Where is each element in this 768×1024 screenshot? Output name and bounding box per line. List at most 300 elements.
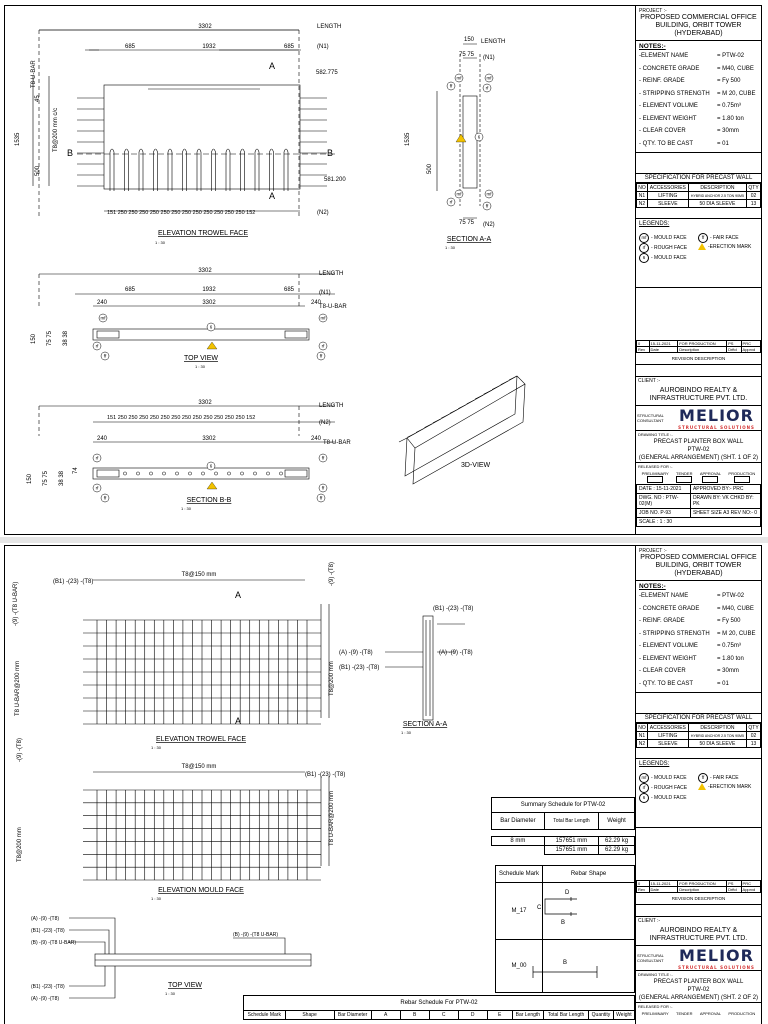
project-name: PROPOSED COMMERCIAL OFFICE BUILDING, ORBIT TOWER (HYDERABAD) xyxy=(640,554,757,577)
revision-header: Drftd xyxy=(727,347,741,353)
released-production[interactable] xyxy=(728,471,755,483)
spec-header: ACCESSORIES xyxy=(647,724,688,732)
note-row xyxy=(639,603,758,616)
s2-a9-ubar-label: -(9) -(T8 U-BAR) xyxy=(13,581,19,626)
section-marker-a-bottom: A xyxy=(269,191,276,201)
s2-top-label-a: (A) -(9) -(T8) xyxy=(31,916,60,922)
client-label: CLIENT :- xyxy=(638,918,661,924)
drawing-info-table xyxy=(636,484,761,527)
note-row xyxy=(639,100,758,113)
revision-caption: REVISION DESCRIPTION xyxy=(636,893,761,905)
erection-mark-icon xyxy=(698,243,706,250)
view-title-elevation-mould: ELEVATION MOULD FACE xyxy=(158,887,244,894)
bottom-spacing-dims: 151 250 250 250 250 250 250 250 250 250 250 250 250 152 xyxy=(107,210,256,216)
note-key: - CONCRETE GRADE xyxy=(639,605,700,612)
face-tag xyxy=(319,314,327,322)
spec-cell: 02 xyxy=(747,192,761,200)
legend-title: LEGENDS: xyxy=(639,761,670,767)
s2-scale-3: 1 : 30 xyxy=(401,730,412,735)
revision-cell: 0 xyxy=(637,881,650,887)
legend-text: - ROUGH FACE xyxy=(651,245,688,251)
level-top: 582.775 xyxy=(316,70,338,76)
melior-logo xyxy=(672,946,761,970)
svg-text:ff: ff xyxy=(449,83,453,89)
section-marker-a: A xyxy=(269,61,276,71)
s2-scale-2: 1 : 30 xyxy=(151,896,162,901)
bb-dim-150: 150 xyxy=(27,473,33,484)
legend-title: LEGENDS: xyxy=(639,221,670,227)
rev-label: REV NO:- xyxy=(730,510,753,516)
fair-face-icon: ff xyxy=(698,773,708,783)
notes-box xyxy=(636,581,761,693)
sec-label-length: LENGTH xyxy=(481,39,506,45)
rebar-stub-3d xyxy=(399,438,407,442)
client-name: AUROBINDO REALTY & INFRASTRUCTURE PVT. LTD. xyxy=(649,387,748,402)
released-options xyxy=(636,470,761,484)
spec-title: SPECIFICATION FOR PRECAST WALL xyxy=(636,714,761,723)
sleeve-hole xyxy=(279,472,282,475)
checkbox[interactable] xyxy=(647,476,663,483)
note-value: = 01 xyxy=(717,140,729,147)
spec-cell: HYBRID ANCHOR 2.5 TON 90M5 xyxy=(688,732,746,740)
spec-cell: SLEEVE xyxy=(647,740,688,748)
spec-header: NO xyxy=(638,184,646,191)
legend-text: - MOULD FACE xyxy=(651,775,687,781)
note-value: = 1.80 ton xyxy=(717,655,744,662)
drawing-title-label: DRAWING TITLE :- xyxy=(636,430,761,438)
sec-dim-7575-b: 75 75 xyxy=(459,220,475,226)
dwg-value: PTW-02(M) xyxy=(639,495,679,507)
s2-top-label-a-b: (A) -(9) -(T8) xyxy=(31,996,60,1002)
legend-text: - MOULD FACE xyxy=(651,255,687,261)
project-name: PROPOSED COMMERCIAL OFFICE BUILDING, ORBIT TOWER (HYDERABAD) xyxy=(640,14,757,37)
mould-face-number-icon: 6 xyxy=(639,793,649,803)
sheet-separator xyxy=(0,537,768,543)
note-key: - STRIPPING STRENGTH xyxy=(639,630,710,637)
date-value: 15-11-2021 xyxy=(656,486,682,492)
rebar-header: Shape xyxy=(285,1011,334,1020)
face-tag xyxy=(317,494,325,502)
face-tag xyxy=(319,484,327,492)
summary-header: Weight xyxy=(599,813,635,830)
face-tag xyxy=(483,84,491,92)
lifting-loop xyxy=(212,149,216,191)
s2-scale-1: 1 : 30 xyxy=(151,745,162,750)
svg-text:mf: mf xyxy=(456,75,462,81)
s2-sec-b1-label: (B1) -(23) -(T8) xyxy=(433,606,474,612)
rough-face-icon: rf xyxy=(639,783,649,793)
revision-cell: FOR PRODUCTION xyxy=(678,881,727,887)
note-value: = 30mm xyxy=(717,668,739,674)
view-title-elevation: ELEVATION TROWEL FACE xyxy=(158,230,248,237)
lifting-loop xyxy=(110,149,114,191)
rebar-stub-3d xyxy=(416,428,424,432)
rebar-header: C xyxy=(429,1011,458,1020)
note-value: = PTW-02 xyxy=(717,593,745,599)
level-bottom: 581.200 xyxy=(324,177,346,183)
summary-cell: 62.29 kg xyxy=(599,837,635,846)
note-value: = M40, CUBE xyxy=(717,65,754,72)
legend-text: - MOULD FACE xyxy=(651,795,687,801)
rebar-header: B xyxy=(400,1011,429,1020)
view-title-section-aa: SECTION A-A xyxy=(446,236,492,243)
sec-dim-7575: 75 75 xyxy=(459,52,475,58)
project-box xyxy=(636,546,761,581)
top-dim-240-right: 240 xyxy=(311,300,322,306)
note-value: = 01 xyxy=(717,680,729,687)
svg-text:ff: ff xyxy=(321,455,325,461)
legend-item xyxy=(639,793,687,803)
spec-table xyxy=(636,723,761,748)
face-tag xyxy=(483,202,491,210)
released-text: PRELIMINARY xyxy=(641,1011,669,1016)
legend-item xyxy=(639,773,687,783)
spec-cell: N2 xyxy=(637,740,648,748)
face-tag xyxy=(207,462,215,470)
legend-item xyxy=(639,783,687,793)
dim-500: 500 xyxy=(35,165,41,176)
note-key: -ELEMENT NAME xyxy=(639,593,689,599)
legend-item xyxy=(698,783,751,790)
spec-header: DESCRIPTION xyxy=(688,184,746,192)
summary-cell: 157651 mm xyxy=(544,837,598,846)
lifting-loop xyxy=(197,149,201,191)
checked-value: PK xyxy=(692,501,700,507)
legend-item xyxy=(698,233,739,243)
scale-section-bb: 1 : 30 xyxy=(181,506,192,511)
logo-text: MELIOR xyxy=(679,946,754,965)
face-tag xyxy=(447,82,455,90)
s2-sec-a-label: (A) -(9) -(T8) xyxy=(339,650,373,656)
lifting-loop xyxy=(139,149,143,191)
spec-header: ACCESSORIES xyxy=(647,184,688,192)
svg-text:mf: mf xyxy=(456,191,462,197)
lifting-loop xyxy=(270,149,274,191)
legend-text: - FAIR FACE xyxy=(710,775,739,781)
bb-dim-240-right: 240 xyxy=(311,436,322,442)
released-text: TENDER xyxy=(676,471,693,476)
sec-dim-height: 1535 xyxy=(405,132,411,146)
rebar-stub-3d xyxy=(458,405,466,409)
rebar-header: A xyxy=(371,1011,400,1020)
rebar-stub-3d xyxy=(450,409,458,413)
date-label: DATE : xyxy=(639,486,655,492)
legend-box xyxy=(636,218,761,288)
approved-value: PRC xyxy=(732,486,744,492)
dim-height: 1535 xyxy=(15,132,21,146)
scale-top-view: 1 : 30 xyxy=(195,364,206,369)
note-row xyxy=(639,653,758,666)
top-label-n1: (N1) xyxy=(319,290,331,296)
checkbox[interactable] xyxy=(676,476,692,483)
note-key: - ELEMENT VOLUME xyxy=(639,643,698,649)
face-tag xyxy=(455,190,463,198)
revision-cell: FOR PRODUCTION xyxy=(678,341,727,347)
client-box xyxy=(636,916,761,1024)
spec-row xyxy=(637,192,761,200)
label-n1: (N1) xyxy=(317,44,329,50)
top-dim-38: 38 38 xyxy=(63,330,69,346)
svg-text:ff: ff xyxy=(319,353,323,359)
checkbox[interactable] xyxy=(702,476,718,483)
spec-header: QTY xyxy=(748,184,759,191)
top-dim-150: 150 xyxy=(31,333,37,344)
note-key: - CLEAR COVER xyxy=(639,668,686,674)
bb-label-length: LENGTH xyxy=(319,403,344,409)
mould-face-number-icon: 6 xyxy=(639,253,649,263)
released-tender[interactable] xyxy=(676,471,692,483)
client-label: CLIENT :- xyxy=(638,378,661,384)
note-row xyxy=(639,615,758,628)
released-text: APPROVAL xyxy=(699,1011,722,1016)
face-tag xyxy=(93,342,101,350)
released-preliminary[interactable] xyxy=(642,1011,669,1016)
released-text: PRODUCTION xyxy=(728,1011,756,1016)
top-dim-length: 3302 xyxy=(198,268,212,274)
note-value: = M40, CUBE xyxy=(717,605,754,612)
sleeve-hole xyxy=(253,472,256,475)
note-value: = M 20, CUBE xyxy=(717,90,756,97)
svg-text:rf: rf xyxy=(95,485,99,491)
rev-value: 0 xyxy=(754,510,758,516)
revision-header: Rev xyxy=(637,887,650,893)
svg-text:ff: ff xyxy=(319,495,323,501)
note-value: = 0.75m³ xyxy=(717,103,741,109)
bb-spacing-dims: 151 250 250 250 250 250 250 250 250 250 250 250 250 152 xyxy=(107,415,256,421)
released-text: PRODUCTION xyxy=(728,471,756,476)
shape-mark: M_17 xyxy=(496,883,543,940)
summary-header: Bar Diameter xyxy=(492,813,545,830)
sheet-size-value: A3 xyxy=(723,510,730,516)
shape-lbl-d: D xyxy=(565,890,570,896)
spec-header: NO xyxy=(638,724,646,731)
face-tag xyxy=(447,198,455,206)
lifting-loop xyxy=(154,149,158,191)
s2-marker-a-bottom: A xyxy=(235,716,242,726)
summary-cell: 8 mm xyxy=(492,837,545,846)
drawing-sheet: (GENERAL ARRANGEMENT) (SHT. 1 OF 2) xyxy=(638,455,759,461)
legend-text: - MOULD FACE xyxy=(651,235,687,241)
released-tender[interactable] xyxy=(676,1011,692,1016)
note-row xyxy=(639,63,758,76)
note-row xyxy=(639,640,758,653)
svg-text:6: 6 xyxy=(209,324,213,330)
lifting-loop xyxy=(255,149,259,191)
spec-cell: LIFTING xyxy=(647,192,688,200)
shape-table xyxy=(495,865,635,993)
top-dim-3302: 3302 xyxy=(202,300,216,306)
spec-cell: 02 xyxy=(747,732,761,740)
sleeve-hole xyxy=(136,472,139,475)
summary-total-cell: 62.29 kg xyxy=(599,846,635,855)
consultant-row xyxy=(636,405,761,430)
svg-text:rf: rf xyxy=(95,455,99,461)
note-key: - REINF. GRADE xyxy=(639,618,685,624)
released-production[interactable] xyxy=(728,1011,755,1016)
note-value: = 0.75m³ xyxy=(717,643,741,649)
s2-side-left-label: T8 U-BAR@200 mm xyxy=(15,660,21,716)
face-tag xyxy=(475,133,483,141)
revision-cell: 0 xyxy=(637,341,650,347)
note-row xyxy=(639,113,758,126)
bb-label-tubar: T8-U-BAR xyxy=(323,440,351,446)
rebar-header: Bar Length xyxy=(512,1011,543,1020)
note-row xyxy=(639,125,758,138)
side-rebar-label: T8@200 mm c/c xyxy=(53,107,59,152)
rebar-stub-3d xyxy=(407,433,415,437)
released-approval[interactable] xyxy=(700,471,721,483)
face-tag xyxy=(485,74,493,82)
face-tag xyxy=(319,342,327,350)
drawing-title: PRECAST PLANTER BOX WALL xyxy=(653,439,744,445)
sleeve-hole xyxy=(175,472,178,475)
face-tag xyxy=(101,494,109,502)
summary-title: Summary Schedule for PTW-02 xyxy=(492,798,635,813)
rebar-header: D xyxy=(458,1011,487,1020)
revision-box xyxy=(636,340,761,365)
drawing-sheet: (GENERAL ARRANGEMENT) (SHT. 2 OF 2) xyxy=(638,995,759,1001)
note-key: - ELEMENT WEIGHT xyxy=(639,115,697,122)
sleeve-hole xyxy=(201,472,204,475)
s2-sec-b1-label-2: (B1) -(23) -(T8) xyxy=(339,665,380,671)
lifting-loop xyxy=(125,149,129,191)
drawing-sheet-1 xyxy=(4,5,762,535)
revision-header: Date xyxy=(649,347,678,353)
dim-middle: 1932 xyxy=(202,44,216,50)
summary-schedule xyxy=(491,797,635,855)
svg-text:mf: mf xyxy=(320,315,326,321)
shape-lbl-c: C xyxy=(537,905,542,911)
revision-cell: PRC xyxy=(741,881,760,887)
s2-top-label-b1: (B1) -(23) -(T8) xyxy=(31,928,65,934)
spec-header: QTY xyxy=(748,724,759,731)
spec-box xyxy=(636,713,761,748)
revision-table xyxy=(636,880,761,893)
lifting-loop xyxy=(183,149,187,191)
sleeve-hole xyxy=(188,472,191,475)
spec-row xyxy=(637,740,761,748)
svg-text:ff: ff xyxy=(321,485,325,491)
svg-text:ff: ff xyxy=(103,353,107,359)
fair-face-icon: ff xyxy=(698,233,708,243)
note-row xyxy=(639,50,758,63)
spec-cell: 50 DIA SLEEVE xyxy=(688,200,746,208)
released-approval[interactable] xyxy=(700,1011,721,1016)
released-label: RELEASED FOR :- xyxy=(636,1002,761,1010)
bb-dim-3302: 3302 xyxy=(202,436,216,442)
view-title-top-view: TOP VIEW xyxy=(184,355,218,362)
s2-b1-label-mould: (B1) -(23) -(T8) xyxy=(305,772,346,778)
sheet-size-label: SHEET SIZE xyxy=(692,510,723,516)
rebar-stub-3d xyxy=(509,376,517,380)
spec-cell: HYBRID ANCHOR 2.5 TON 90M5 xyxy=(688,192,746,200)
revision-header: Description xyxy=(678,887,727,893)
revision-header: Rev xyxy=(637,347,650,353)
job-label: JOB NO. xyxy=(639,510,660,516)
revision-cell: 15-11-2021 xyxy=(649,881,678,887)
sleeve-hole xyxy=(240,472,243,475)
released-text: APPROVAL xyxy=(699,471,722,476)
project-label: PROJECT :- xyxy=(639,8,667,14)
rebar-stub-3d xyxy=(467,400,475,404)
top-dim-right: 685 xyxy=(283,287,295,293)
legend-text: -ERECTION MARK xyxy=(708,243,752,250)
checkbox[interactable] xyxy=(734,476,750,483)
face-tag xyxy=(319,454,327,462)
legend-item xyxy=(639,233,687,243)
revision-header: Description xyxy=(678,347,727,353)
svg-text:rf: rf xyxy=(449,199,453,205)
dim-overall-length: 3302 xyxy=(198,24,212,30)
spec-title: SPECIFICATION FOR PRECAST WALL xyxy=(636,174,761,183)
notes-title: NOTES:- xyxy=(639,43,666,50)
legend-text: -ERECTION MARK xyxy=(708,783,752,790)
rebar-header: Weight xyxy=(613,1011,634,1020)
legend-text: - FAIR FACE xyxy=(710,235,739,241)
released-preliminary[interactable] xyxy=(642,471,669,483)
note-row xyxy=(639,590,758,603)
s2-side-right-top: -(9) -(T8) xyxy=(329,562,335,586)
sec-dim-500: 500 xyxy=(427,163,433,174)
legend-text: - ROUGH FACE xyxy=(651,785,688,791)
svg-text:6: 6 xyxy=(209,463,213,469)
view-title-elevation-trowel: ELEVATION TROWEL FACE xyxy=(156,736,246,743)
erection-mark-icon xyxy=(207,342,217,349)
dwg-label: DWG. NO : xyxy=(639,495,665,501)
shape-mark: M_00 xyxy=(496,940,543,993)
view-title-s2-section-aa: SECTION A-A xyxy=(402,721,448,728)
bb-dim-74: 74 xyxy=(73,467,79,474)
face-tag xyxy=(317,352,325,360)
view-title-section-bb: SECTION B-B xyxy=(186,497,232,504)
note-value: = Fy 500 xyxy=(717,78,741,84)
rebar-header: Bar Diameter xyxy=(334,1011,371,1020)
consultant-label: STRUCTURAL CONSULTANT xyxy=(637,953,664,963)
shape-lbl-b-2: B xyxy=(563,960,568,966)
bb-dim-240: 240 xyxy=(97,436,108,442)
melior-logo xyxy=(672,406,761,430)
drawn-value: VK xyxy=(722,495,729,501)
sleeve-hole xyxy=(123,472,126,475)
sec-label-n1: (N1) xyxy=(483,55,495,61)
s2-b1-label-top: (B1) -(23) -(T8) xyxy=(53,579,94,585)
spec-cell: 13 xyxy=(747,200,761,208)
s2-t8-150-label: T8@150 mm xyxy=(181,572,217,578)
rebar-stub-3d xyxy=(475,395,483,399)
top-label-length: LENGTH xyxy=(319,271,344,277)
spec-cell: N1 xyxy=(637,732,648,740)
note-value: = M 20, CUBE xyxy=(717,630,756,637)
rebar-stub-3d xyxy=(484,390,492,394)
legend-box xyxy=(636,758,761,828)
spec-cell: 13 xyxy=(747,740,761,748)
client-box xyxy=(636,376,761,535)
lifting-loop xyxy=(284,149,288,191)
spec-header: DESCRIPTION xyxy=(688,724,746,732)
note-key: - ELEMENT VOLUME xyxy=(639,103,698,109)
section-marker-b: B xyxy=(67,148,74,158)
drawing-title-label: DRAWING TITLE :- xyxy=(636,970,761,978)
shape-schedule xyxy=(495,865,635,993)
face-tag xyxy=(99,314,107,322)
erection-mark-icon xyxy=(207,482,217,489)
rebar-header: E xyxy=(487,1011,512,1020)
spec-cell: LIFTING xyxy=(647,732,688,740)
legend-item xyxy=(639,243,687,253)
title-block-sheet-1 xyxy=(635,6,761,534)
revision-cell: PS xyxy=(727,341,741,347)
released-options xyxy=(636,1010,761,1017)
